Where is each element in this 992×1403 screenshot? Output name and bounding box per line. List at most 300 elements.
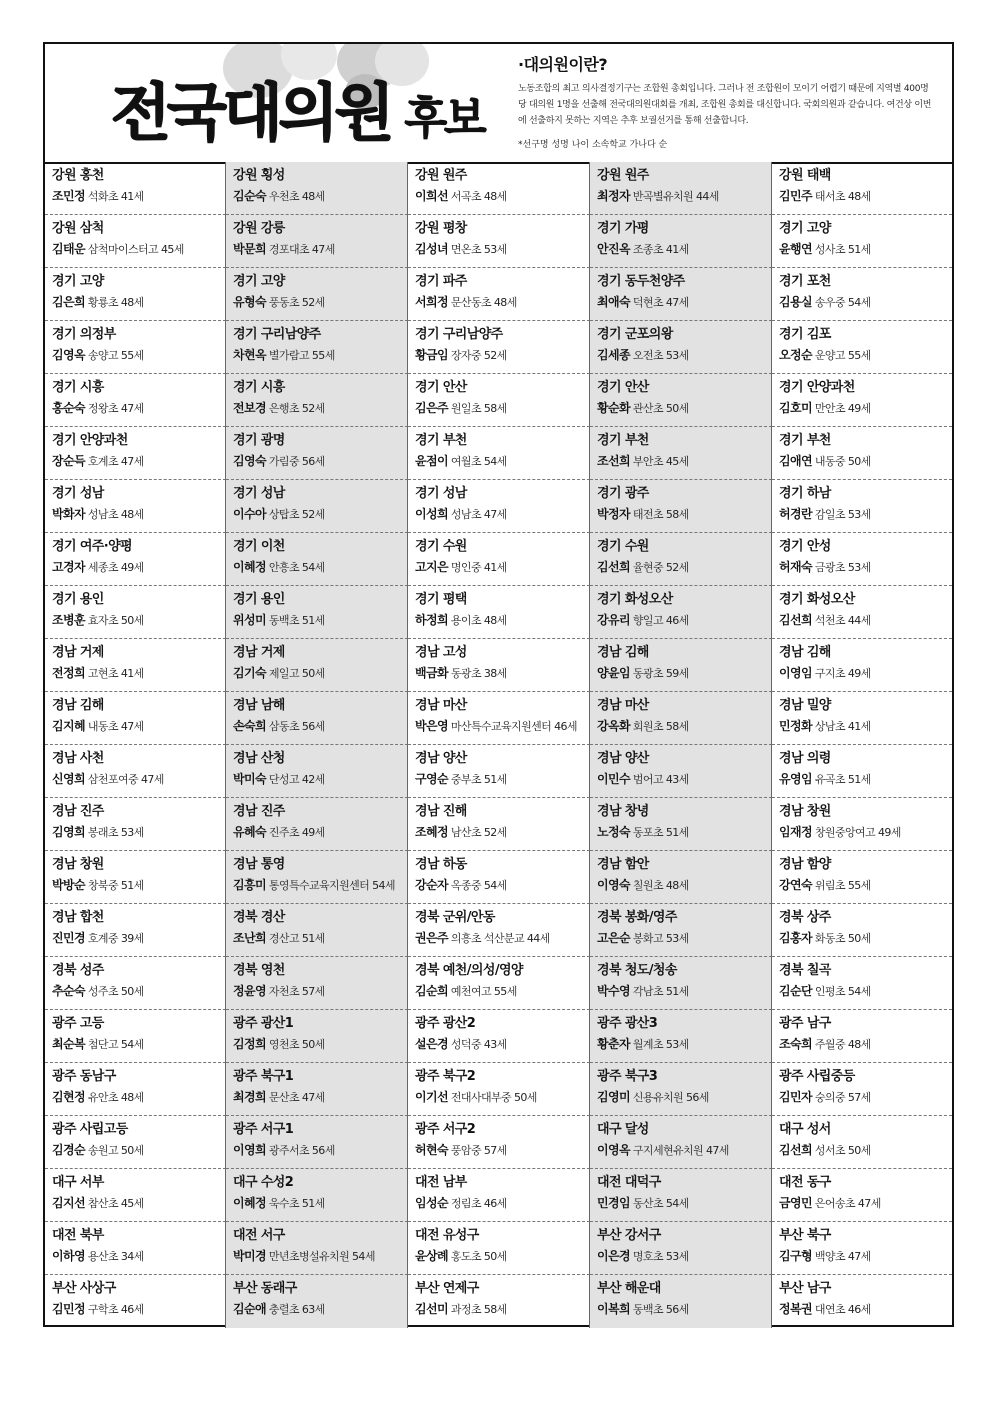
candidate-school: 영천초 [268,1038,299,1051]
candidate-school: 인평초 [814,985,845,998]
candidate-cell [45,692,226,745]
candidate-school: 창북중 [87,879,118,892]
candidate-info [779,1090,952,1105]
candidate-school: 칠원초 [632,879,663,892]
candidate-name: 이수아 [233,507,266,521]
candidate-cell [45,162,226,215]
candidate-age: 47세 [311,243,335,256]
candidate-age: 63세 [301,1303,325,1316]
candidate-name: 이은경 [597,1249,630,1263]
candidate-info [52,825,225,840]
candidate-region: 경기 시흥 [233,380,285,395]
candidate-age: 46세 [483,1197,507,1210]
candidate-age: 50세 [301,1038,325,1051]
candidate-school: 첨단고 [87,1038,118,1051]
candidate-school: 성남초 [87,508,118,521]
candidate-cell [408,745,590,798]
candidate-cell [590,162,772,215]
candidate-age: 50세 [665,402,689,415]
candidate-region: 경남 남해 [233,698,285,713]
candidate-cell [590,798,772,851]
candidate-school: 면온초 [450,243,481,256]
candidate-name: 김성녀 [415,242,448,256]
candidate-school: 광주서초 [268,1144,309,1157]
candidate-cell [226,1063,408,1116]
candidate-school: 상탑초 [268,508,299,521]
candidate-name: 강연숙 [779,878,812,892]
candidate-name: 전보경 [233,401,266,415]
candidate-age: 48세 [120,296,144,309]
candidate-region: 부산 남구 [779,1281,831,1296]
candidate-cell [45,1222,226,1275]
candidate-school: 단성고 [268,773,299,786]
candidate-info [415,1196,589,1211]
candidate-region: 강원 강릉 [233,221,285,236]
candidate-info [597,560,771,575]
candidate-school: 관산초 [632,402,663,415]
candidate-info [52,401,225,416]
candidate-school: 봉래초 [87,826,118,839]
candidate-age: 54세 [352,1250,375,1263]
candidate-age: 44세 [695,190,719,203]
candidate-info [597,772,771,787]
candidate-name: 최순복 [52,1037,85,1051]
candidate-school: 유안초 [87,1091,118,1104]
candidate-name: 조병훈 [52,613,85,627]
candidate-cell [590,215,772,268]
candidate-info [52,189,225,204]
candidate-school: 마산특수교육지원센터 [450,720,552,733]
candidate-school: 봉화고 [632,932,663,945]
candidate-school: 진주초 [268,826,299,839]
candidate-name: 김순숙 [233,189,266,203]
candidate-info [779,507,952,522]
candidate-age: 49세 [301,826,325,839]
candidate-cell [408,1010,590,1063]
candidate-age: 51세 [301,614,325,627]
candidate-region: 경기 고양 [52,274,104,289]
candidate-region: 경기 용인 [52,592,104,607]
candidate-name: 이성희 [415,507,448,521]
candidate-info [415,878,589,893]
candidate-info [415,613,589,628]
candidate-info [415,295,589,310]
candidate-region: 경남 진주 [233,804,285,819]
candidate-age: 50세 [513,1091,537,1104]
candidate-info [52,772,225,787]
candidate-school: 감일초 [814,508,845,521]
candidate-age: 54세 [483,879,507,892]
candidate-school: 삼동초 [268,720,299,733]
sort-note: *선구명 성명 나이 소속학교 가나다 순 [518,140,668,150]
candidate-cell [226,374,408,427]
candidate-school: 풍동초 [268,296,299,309]
candidate-age: 50세 [847,1144,871,1157]
candidate-info [597,719,771,734]
candidate-region: 경기 구리남양주 [233,327,321,342]
candidate-name: 이기선 [415,1090,448,1104]
candidate-cell [45,374,226,427]
candidate-cell [226,639,408,692]
candidate-info [597,878,771,893]
candidate-age: 41세 [120,667,144,680]
candidate-age: 54세 [483,455,507,468]
info-text: 노동조합의 최고 의사결정기구는 조합원 총회입니다. 그러나 전 조합원이 모이기 어렵기 때문에 지역별 400명 당 대의원 1명을 선출해 전국대의원대회를 개최, 조합원 총회를 대신합니다. 국회의원과 같습니다. 여건상 이번에 선출하지 못하는 지역은 추후 보궐선거를 통해 선출합니다. [518,84,932,126]
candidate-info [52,454,225,469]
candidate-name: 오정순 [779,348,812,362]
candidate-cell [590,639,772,692]
candidate-cell [590,692,772,745]
candidate-cell [408,1275,590,1328]
candidate-info [597,1196,771,1211]
candidate-name: 김용실 [779,295,812,309]
candidate-school: 동산초 [632,1197,663,1210]
candidate-school: 제일고 [268,667,299,680]
candidate-cell [45,798,226,851]
candidate-name: 윤점이 [415,454,448,468]
candidate-region: 경남 진해 [415,804,467,819]
candidate-info [52,1249,225,1264]
candidate-name: 김순단 [779,984,812,998]
candidate-info [52,560,225,575]
candidate-region: 경남 함양 [779,857,831,872]
candidate-region: 경기 파주 [415,274,467,289]
candidate-age: 59세 [665,667,689,680]
candidate-age: 51세 [665,985,689,998]
candidate-region: 경남 창녕 [597,804,649,819]
candidate-cell [772,851,952,904]
candidate-name: 김민주 [779,189,812,203]
candidate-age: 43세 [483,1038,507,1051]
candidate-age: 54세 [665,1197,689,1210]
candidate-region: 경기 수원 [597,539,649,554]
candidate-name: 김선희 [597,560,630,574]
candidate-region: 경남 산청 [233,751,285,766]
candidate-age: 56세 [301,455,325,468]
candidate-info [52,295,225,310]
candidate-region: 경기 안양과천 [779,380,855,395]
candidate-cell [590,745,772,798]
candidate-cell [45,1116,226,1169]
candidate-cell [408,692,590,745]
info-title: ·대의원이란? [518,55,608,74]
candidate-school: 동백초 [268,614,299,627]
candidate-name: 설은경 [415,1037,448,1051]
candidate-region: 광주 서구1 [233,1122,294,1137]
candidate-region: 대구 성서 [779,1122,831,1137]
candidate-school: 장자중 [450,349,481,362]
candidate-region: 광주 광산3 [597,1016,658,1031]
candidate-region: 경기 화성오산 [597,592,673,607]
candidate-cell [45,745,226,798]
candidate-school: 향일고 [632,614,663,627]
candidate-cell [45,1275,226,1328]
candidate-school: 숭의중 [814,1091,845,1104]
candidate-cell [408,851,590,904]
candidate-school: 화동초 [814,932,845,945]
candidate-info [233,719,407,734]
candidate-region: 광주 북구1 [233,1069,294,1084]
candidate-cell [408,162,590,215]
candidate-region: 경기 용인 [233,592,285,607]
candidate-school: 부안초 [632,455,663,468]
candidate-school: 경포대초 [268,243,309,256]
candidate-school: 백양초 [814,1250,845,1263]
candidate-region: 대전 동구 [779,1175,831,1190]
candidate-region: 부산 연제구 [415,1281,479,1296]
candidate-info [233,825,407,840]
candidate-cell [772,1222,952,1275]
candidate-name: 허현숙 [415,1143,448,1157]
candidate-region: 경북 경산 [233,910,285,925]
candidate-region: 경남 마산 [415,698,467,713]
candidate-age: 51세 [847,243,871,256]
candidate-cell [226,162,408,215]
candidate-school: 성남초 [450,508,481,521]
candidate-age: 52세 [301,296,325,309]
candidate-cell [772,957,952,1010]
candidate-age: 53세 [847,508,871,521]
candidate-name: 고은순 [597,931,630,945]
candidate-age: 50세 [847,932,871,945]
candidate-name: 김은주 [415,401,448,415]
candidate-region: 대전 남부 [415,1175,467,1190]
candidate-school: 전대사대부중 [450,1091,512,1104]
candidate-cell [226,1275,408,1328]
candidate-school: 정림초 [450,1197,481,1210]
candidate-school: 옥종중 [450,879,481,892]
candidate-info [415,931,589,946]
candidate-region: 경기 부천 [597,433,649,448]
candidate-info [597,348,771,363]
candidate-name: 권은주 [415,931,448,945]
header [45,44,952,164]
candidate-name: 고지은 [415,560,448,574]
candidate-name: 이영옥 [597,1143,630,1157]
candidate-name: 이영임 [779,666,812,680]
candidate-name: 조혜정 [415,825,448,839]
candidate-cell [408,1169,590,1222]
candidate-age: 55세 [120,349,144,362]
candidate-school: 중부초 [450,773,481,786]
candidate-age: 53세 [120,826,144,839]
candidate-region: 경남 창원 [779,804,831,819]
candidate-region: 경남 진주 [52,804,104,819]
candidate-region: 경남 하동 [415,857,467,872]
candidate-region: 경남 창원 [52,857,104,872]
candidate-age: 50세 [483,1250,507,1263]
candidate-region: 경남 양산 [597,751,649,766]
candidate-region: 광주 광산2 [415,1016,476,1031]
candidate-name: 조숙희 [779,1037,812,1051]
candidate-info [415,1037,589,1052]
candidate-info [233,1143,407,1158]
candidate-age: 49세 [877,826,901,839]
candidate-info [233,931,407,946]
candidate-info [233,242,407,257]
candidate-name: 이민수 [597,772,630,786]
candidate-name: 박방순 [52,878,85,892]
candidate-region: 경기 하남 [779,486,831,501]
candidate-cell [590,904,772,957]
candidate-age: 56세 [301,720,325,733]
candidate-school: 운양고 [814,349,845,362]
candidate-school: 신용유치원 [632,1091,684,1104]
candidate-info [52,348,225,363]
candidate-name: 최애숙 [597,295,630,309]
candidate-school: 경산고 [268,932,299,945]
candidate-age: 50세 [120,1144,144,1157]
candidate-school: 구지초 [814,667,845,680]
candidate-name: 전정희 [52,666,85,680]
candidate-region: 대전 서구 [233,1228,285,1243]
candidate-cell [772,745,952,798]
candidate-region: 강원 원주 [415,168,467,183]
candidate-cell [590,374,772,427]
candidate-info [233,295,407,310]
candidate-name: 안진옥 [597,242,630,256]
candidate-info [233,984,407,999]
title-sub: 후보 [404,93,484,144]
candidate-cell [408,480,590,533]
candidate-school: 만년초병설유치원 [268,1250,350,1263]
candidate-school: 율현중 [632,561,663,574]
candidate-age: 34세 [120,1250,144,1263]
candidate-name: 이하영 [52,1249,85,1263]
candidate-age: 50세 [120,614,144,627]
candidate-region: 강원 삼척 [52,221,104,236]
candidate-age: 56세 [665,1303,689,1316]
candidate-region: 경기 안성 [779,539,831,554]
candidate-school: 문산동초 [450,296,491,309]
candidate-age: 53세 [665,1038,689,1051]
candidate-age: 51세 [120,879,144,892]
candidate-cell [226,1116,408,1169]
candidate-cell [45,904,226,957]
candidate-region: 대구 달성 [597,1122,649,1137]
candidate-cell [408,215,590,268]
candidate-school: 월계초 [632,1038,663,1051]
candidate-cell [226,480,408,533]
candidate-school: 예천여고 [450,985,491,998]
candidate-age: 47세 [120,720,144,733]
candidate-school: 호계중 [87,932,118,945]
candidate-info [233,1196,407,1211]
candidate-region: 경기 평택 [415,592,467,607]
candidate-cell [408,904,590,957]
candidate-school: 삼천포여중 [87,773,139,786]
candidate-name: 정윤영 [233,984,266,998]
candidate-info [597,1037,771,1052]
candidate-info [597,1249,771,1264]
candidate-age: 47세 [301,1091,325,1104]
candidate-name: 하정희 [415,613,448,627]
candidate-info [779,825,952,840]
candidate-region: 경기 안산 [597,380,649,395]
candidate-age: 52세 [301,402,325,415]
candidate-region: 대구 수성2 [233,1175,294,1190]
candidate-region: 경북 예천/의성/영양 [415,963,523,978]
candidate-name: 차현옥 [233,348,266,362]
candidate-cell [772,1063,952,1116]
candidate-age: 50세 [120,985,144,998]
candidate-age: 54세 [301,561,325,574]
candidate-name: 김지혜 [52,719,85,733]
candidate-region: 경남 밀양 [779,698,831,713]
candidate-region: 경남 김해 [597,645,649,660]
candidate-school: 성사초 [814,243,845,256]
candidate-info [597,931,771,946]
candidate-info [779,189,952,204]
candidate-school: 은행초 [268,402,299,415]
candidate-name: 김기숙 [233,666,266,680]
candidate-region: 경기 화성오산 [779,592,855,607]
candidate-name: 노정숙 [597,825,630,839]
candidate-cell [226,957,408,1010]
candidate-region: 경기 광주 [597,486,649,501]
candidate-info [779,1196,952,1211]
candidate-school: 범어고 [632,773,663,786]
candidate-cell [408,639,590,692]
candidate-age: 58세 [483,402,507,415]
candidate-info [233,666,407,681]
candidate-name: 구영순 [415,772,448,786]
candidate-age: 50세 [847,455,871,468]
candidate-name: 김애연 [779,454,812,468]
candidate-name: 백금화 [415,666,448,680]
candidate-name: 조난희 [233,931,266,945]
candidate-name: 김순애 [233,1302,266,1316]
candidate-info [597,401,771,416]
candidate-age: 47세 [120,455,144,468]
candidate-cell [45,1063,226,1116]
candidate-school: 회원초 [632,720,663,733]
candidate-name: 최정자 [597,189,630,203]
candidate-name: 김선희 [779,613,812,627]
candidate-school: 세종초 [87,561,118,574]
candidate-age: 48세 [120,508,144,521]
candidate-school: 안흥초 [268,561,299,574]
candidate-age: 47세 [847,1250,871,1263]
candidate-name: 김구형 [779,1249,812,1263]
candidate-cell [226,268,408,321]
candidate-age: 45세 [120,1197,144,1210]
candidate-name: 김민자 [779,1090,812,1104]
candidate-info [52,613,225,628]
candidate-school: 주월중 [814,1038,845,1051]
candidate-info [233,1249,407,1264]
candidate-name: 윤행연 [779,242,812,256]
candidate-region: 강원 횡성 [233,168,285,183]
candidate-school: 삼척마이스터고 [87,243,159,256]
candidate-info [597,189,771,204]
candidate-age: 41세 [847,720,871,733]
candidate-name: 김민정 [52,1302,85,1316]
candidate-cell [45,851,226,904]
candidate-region: 대구 서부 [52,1175,104,1190]
candidate-name: 이희선 [415,189,448,203]
candidate-region: 강원 평창 [415,221,467,236]
candidate-name: 임재정 [779,825,812,839]
candidate-school: 구지세현유치원 [632,1144,704,1157]
candidate-cell [590,321,772,374]
candidate-school: 송양고 [87,349,118,362]
candidate-cell [408,533,590,586]
candidate-info [779,1302,952,1317]
candidate-name: 강유리 [597,613,630,627]
candidate-age: 46세 [665,614,689,627]
candidate-name: 신영희 [52,772,85,786]
